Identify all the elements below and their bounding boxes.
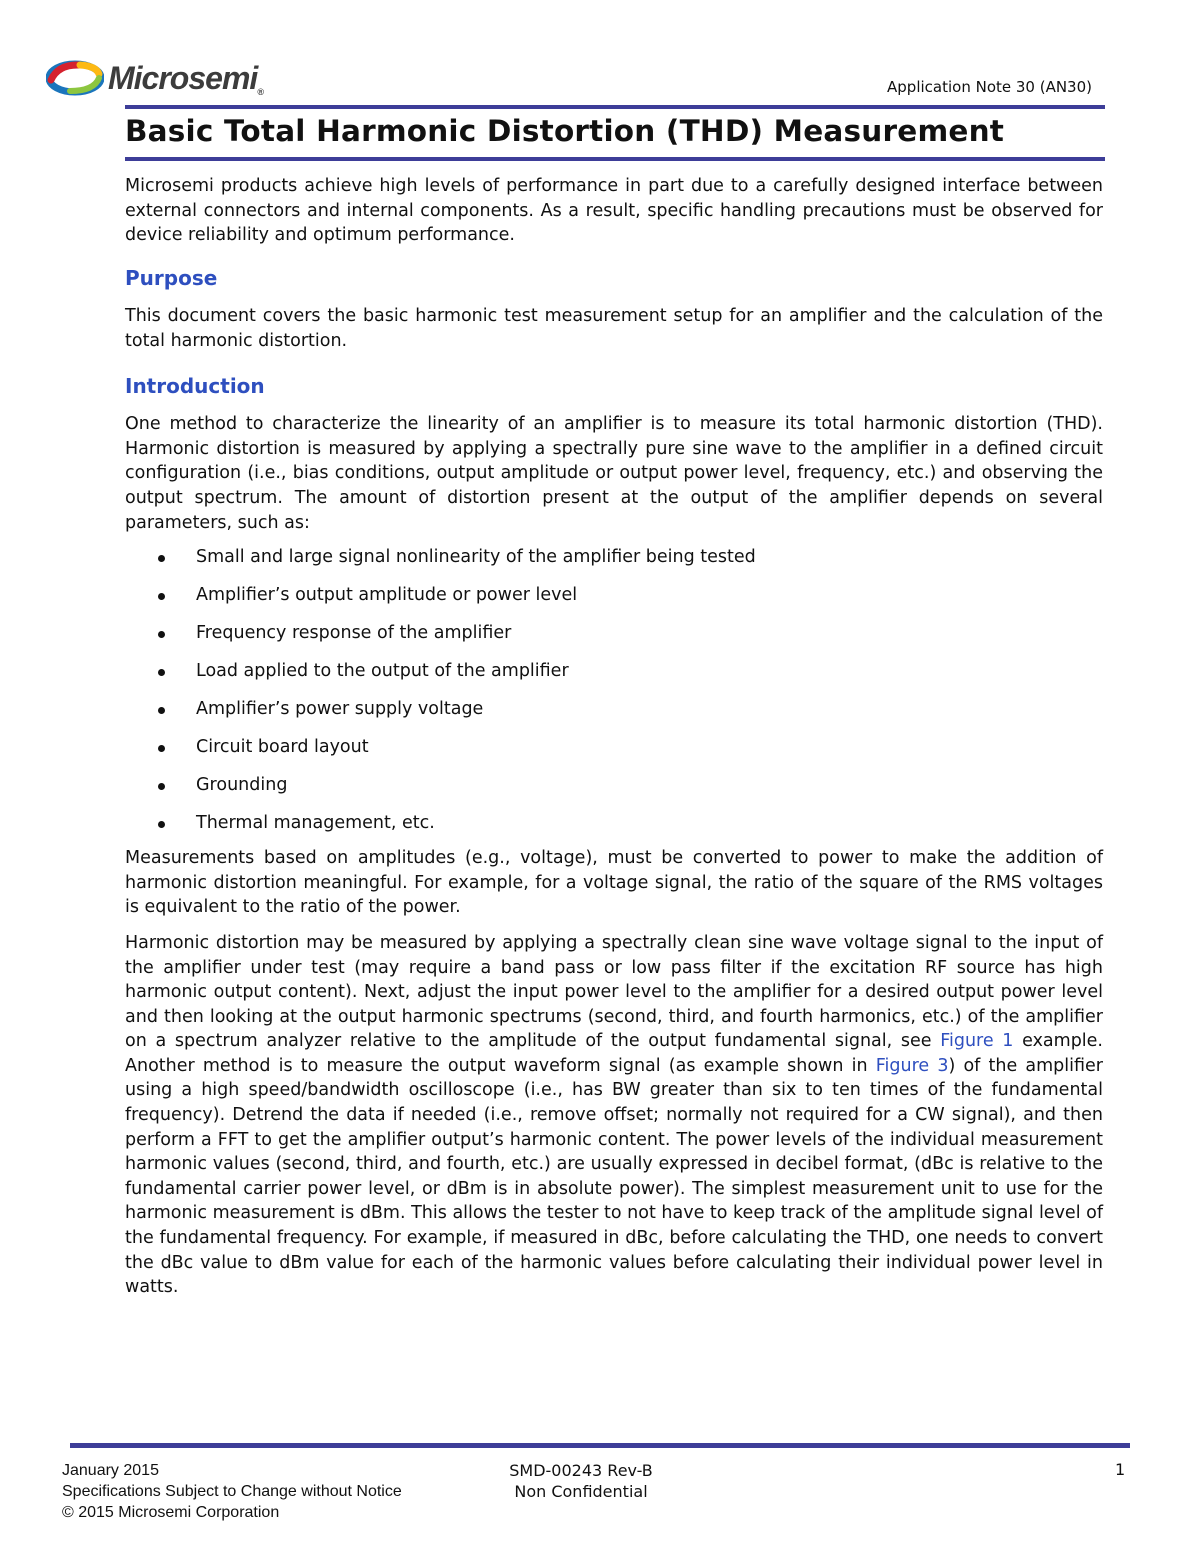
bullet-icon <box>158 821 165 828</box>
document-body <box>125 174 1103 1300</box>
list-item: Thermal management, etc. <box>125 811 1103 849</box>
title-rule-bottom <box>125 157 1105 161</box>
purpose-heading: Purpose <box>125 265 218 290</box>
app-note-label: Application Note 30 (AN30) <box>887 78 1092 96</box>
footer-doc-id: SMD-00243 Rev-B <box>509 1461 653 1480</box>
logo-wordmark: Microsemi® <box>108 59 263 97</box>
microsemi-swirl-icon <box>46 60 104 96</box>
intro-paragraph: Microsemi products achieve high levels of performance in part due to a carefully designed interface between external connectors and internal components. As a result, specific handling precautions must be observed for device reliability and optimum performance. <box>125 176 1103 246</box>
bullet-icon <box>158 593 165 600</box>
bullet-icon <box>158 669 165 676</box>
page-number: 1 <box>1115 1460 1126 1479</box>
footer-date: January 2015 <box>62 1462 159 1479</box>
footer-notice: Specifications Subject to Change without Notice <box>62 1483 402 1500</box>
list-item: Load applied to the output of the amplifier <box>125 659 1103 697</box>
footer-left <box>62 1460 402 1523</box>
introduction-paragraph-2: Measurements based on amplitudes (e.g., voltage), must be converted to power to make the addition of harmonic distortion meaningful. For example, for a voltage signal, the ratio of the square of the RMS voltages is equivalent to the ratio of the power. <box>125 848 1103 918</box>
parameter-list <box>125 545 1103 849</box>
bullet-icon <box>158 745 165 752</box>
footer-copyright: © 2015 Microsemi Corporation <box>62 1504 280 1521</box>
microsemi-logo <box>46 58 263 98</box>
title-rule-top <box>125 105 1105 109</box>
list-item: Amplifier’s output amplitude or power level <box>125 583 1103 621</box>
introduction-heading: Introduction <box>125 373 265 398</box>
figure-1-link[interactable]: Figure 1 <box>940 1031 1014 1052</box>
introduction-paragraph-3: Harmonic distortion may be measured by applying a spectrally clean sine wave voltage signal to the input of the amplifier under test (may require a band pass or low pass filter if the excitation RF source has high harmonic output content). Next, adjust the input power level to the amplifier for a desired output power level and then looking at the output harmonic spectrums (second, third, and fourth harmonics, etc.) of the amplifier on a spectrum analyzer relative to the amplitude of the output fundamental signal, see Figure 1 example. Another method is to measure the output waveform signal (as example shown in Figure 3) of the amplifier using a high speed/bandwidth oscilloscope (i.e., has BW greater than six to ten times of the fundamental frequency). Detrend the data if needed (i.e., remove offset; normally not required for a CW signal), and then perform a FFT to get the amplifier output’s harmonic content. The power levels of the individual measurement harmonic values (second, third, and fourth, etc.) are usually expressed in decibel format, (dBc is relative to the fundamental carrier power level, or dBm is in absolute power). The simplest measurement unit to use for the harmonic measurement is dBm. This allows the tester to not have to keep track of the amplitude signal level of the fundamental frequency. For example, if measured in dBc, before calculating the THD, one needs to convert the dBc value to dBm value for each of the harmonic values before calculating their individual power level in watts. <box>125 932 1103 1298</box>
footer-rule <box>70 1443 1130 1448</box>
list-item: Grounding <box>125 773 1103 811</box>
figure-3-link[interactable]: Figure 3 <box>875 1055 949 1076</box>
list-item: Small and large signal nonlinearity of the amplifier being tested <box>125 545 1103 583</box>
list-item: Frequency response of the amplifier <box>125 621 1103 659</box>
footer-center <box>497 1460 665 1502</box>
bullet-icon <box>158 631 165 638</box>
list-item: Circuit board layout <box>125 735 1103 773</box>
bullet-icon <box>158 555 165 562</box>
list-item: Amplifier’s power supply voltage <box>125 697 1103 735</box>
introduction-paragraph-1: One method to characterize the linearity of an amplifier is to measure its total harmonic distortion (THD). Harmonic distortion is measured by applying a spectrally pure sine wave to the amplifier in a defined circuit configuration (i.e., bias conditions, output amplitude or output power level, frequency, etc.) and observing the output spectrum. The amount of distortion present at the output of the amplifier depends on several parameters, such as: <box>125 414 1103 533</box>
bullet-icon <box>158 707 165 714</box>
bullet-icon <box>158 783 165 790</box>
page-title: Basic Total Harmonic Distortion (THD) Measurement <box>125 114 1005 148</box>
purpose-paragraph: This document covers the basic harmonic test measurement setup for an amplifier and the calculation of the total harmonic distortion. <box>125 306 1103 351</box>
footer-confidentiality: Non Confidential <box>514 1482 648 1501</box>
